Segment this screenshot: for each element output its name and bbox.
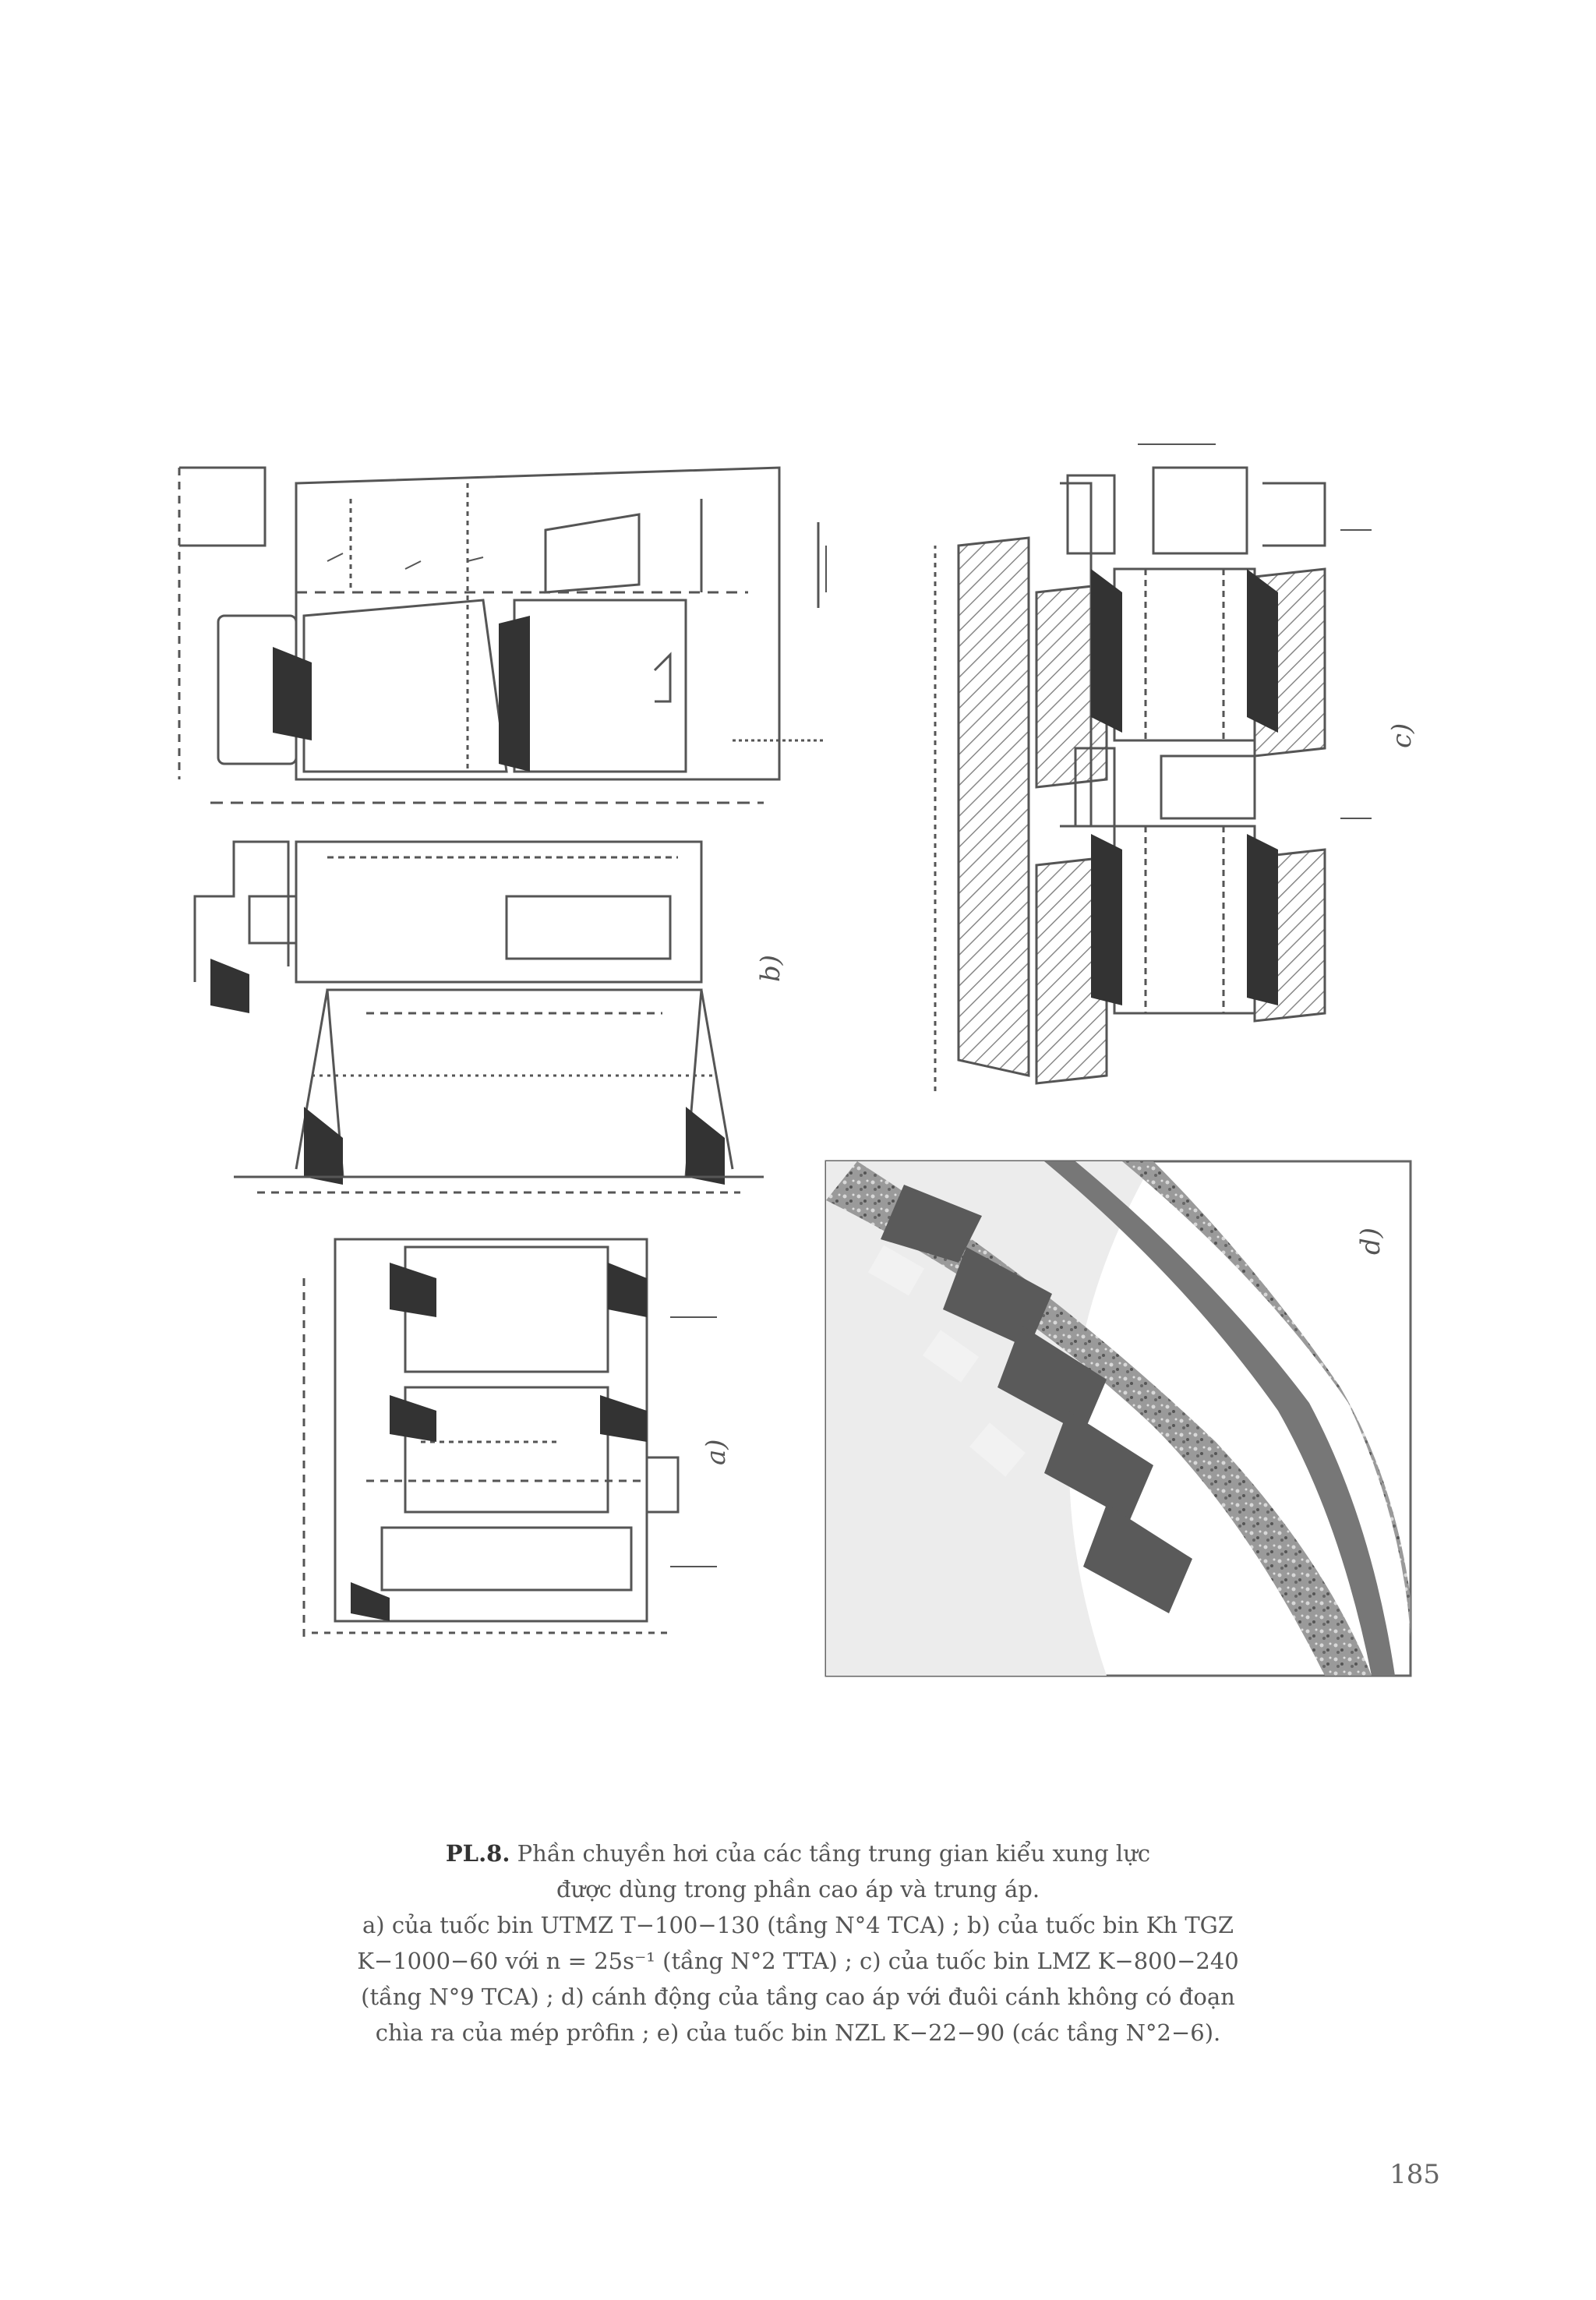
label-b: b) <box>755 954 786 982</box>
caption-line: chìa ra của mép prôfin ; e) của tuốc bin NZL K−22−90 (các tầng N°2−6). <box>375 2019 1221 2046</box>
label-a: a) <box>701 1439 732 1465</box>
drawing-a <box>304 1239 717 1637</box>
label-c: c) <box>1386 723 1418 748</box>
caption-line: a) của tuốc bin UTMZ T−100−130 (tầng N°4 TCA) ; b) của tuốc bin Kh TGZ <box>362 1912 1234 1938</box>
caption-line: (tầng N°9 TCA) ; d) cánh động của tầng cao áp với đuôi cánh không có đoạn <box>361 1984 1235 2010</box>
drawing-b-middle <box>195 803 764 1192</box>
caption-line: K−1000−60 với n = 25s⁻¹ (tầng N°2 TTA) ; c) của tuốc bin LMZ K−800−240 <box>357 1948 1239 1974</box>
caption-title <box>179 1835 1417 1871</box>
drawing-c <box>935 444 1372 1091</box>
caption-line: được dùng trong phần cao áp và trung áp. <box>556 1876 1040 1903</box>
drawing-b-upper <box>179 468 826 779</box>
photo-d <box>826 1161 1411 1676</box>
figure-caption <box>179 1835 1417 2051</box>
label-d: d) <box>1355 1227 1386 1255</box>
page-number: 185 <box>1389 2159 1440 2190</box>
caption-title-text: Phần chuyền hơi của các tầng trung gian kiểu xung lực <box>517 1840 1151 1867</box>
caption-number: PL.8. <box>445 1840 510 1867</box>
